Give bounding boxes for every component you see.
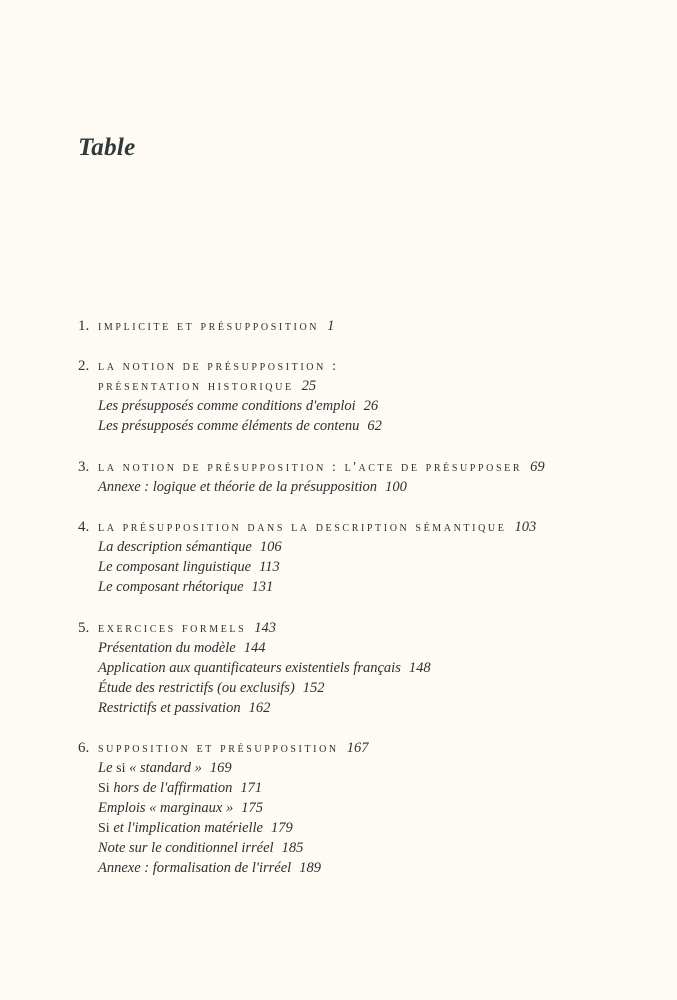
section-title: Restrictifs et passivation: [98, 700, 241, 716]
section-page: 131: [251, 579, 274, 595]
section-title: Le composant linguistique: [98, 559, 252, 575]
section-title: Annexe : formalisation de l'irréel: [98, 860, 292, 876]
section-entry: [98, 858, 321, 879]
chapter-page: 167: [346, 740, 369, 756]
chapter-heading-continued: présentation historique: [98, 379, 294, 394]
section-entry: [98, 477, 407, 498]
section-title: Application aux quantificateurs existentiels français: [98, 660, 401, 676]
section-title: hors de l'affirmation: [109, 780, 233, 796]
section-entry: [98, 818, 293, 839]
section-page: 144: [243, 640, 266, 656]
chapter-2-heading-cont: [98, 376, 316, 397]
chapter-heading: supposition et présupposition: [98, 741, 339, 756]
section-page: 169: [209, 760, 232, 776]
section-title: Le composant rhétorique: [98, 579, 244, 595]
section-page: 175: [241, 800, 263, 816]
section-page: 148: [408, 660, 431, 676]
chapter-5: [78, 618, 276, 639]
chapter-page: 143: [254, 620, 277, 636]
section-page: 189: [299, 860, 321, 876]
section-title-prefix: Le: [98, 760, 117, 776]
section-page: 100: [385, 479, 407, 495]
chapter-6: [78, 738, 369, 759]
section-entry: [98, 838, 303, 859]
chapter-number: 2.: [78, 358, 90, 374]
chapter-page: 1: [327, 318, 335, 334]
section-title: Étude des restrictifs (ou exclusifs): [98, 680, 295, 696]
chapter-heading: la notion de présupposition :: [98, 359, 339, 374]
section-page: 106: [259, 539, 282, 555]
section-title-roman: si: [116, 761, 126, 776]
chapter-number: 6.: [78, 740, 90, 756]
page-title: Table: [78, 134, 136, 161]
section-title-roman: Si: [98, 821, 110, 836]
section-entry: [98, 577, 273, 598]
section-entry: [98, 778, 262, 799]
chapter-number: 1.: [78, 318, 90, 334]
section-title: Les présupposés comme éléments de contenu: [98, 418, 360, 434]
chapter-4: [78, 517, 536, 538]
section-entry: [98, 416, 382, 437]
section-entry: [98, 798, 263, 819]
section-entry: [98, 678, 325, 699]
section-entry: [98, 698, 270, 719]
chapter-heading: implicite et présupposition: [98, 319, 320, 334]
section-entry: [98, 658, 431, 679]
section-entry: [98, 537, 282, 558]
section-title: et l'implication matérielle: [109, 820, 263, 836]
section-title: « standard »: [125, 760, 202, 776]
section-page: 171: [240, 780, 263, 796]
chapter-3: [78, 457, 545, 478]
section-page: 179: [271, 820, 293, 836]
section-page: 26: [363, 398, 379, 414]
chapter-page: 25: [301, 378, 317, 394]
section-page: 62: [367, 418, 382, 434]
chapter-heading: exercices formels: [98, 621, 247, 636]
chapter-page: 103: [514, 519, 537, 535]
section-title: La description sémantique: [98, 539, 252, 555]
chapter-number: 3.: [78, 459, 90, 475]
section-entry: [98, 557, 280, 578]
section-entry: [98, 638, 265, 659]
chapter-number: 5.: [78, 620, 90, 636]
section-page: 162: [248, 700, 271, 716]
section-title: Annexe : logique et théorie de la présupposition: [98, 479, 378, 495]
chapter-heading: la présupposition dans la description sémantique: [98, 520, 507, 535]
section-title-roman: Si: [98, 781, 110, 796]
section-title: Note sur le conditionnel irréel: [98, 840, 274, 856]
section-page: 152: [302, 680, 325, 696]
chapter-number: 4.: [78, 519, 90, 535]
chapter-page: 69: [530, 459, 545, 475]
chapter-2: [78, 356, 339, 377]
chapter-heading: la notion de présupposition : l'acte de présupposer: [98, 460, 523, 475]
section-page: 113: [259, 559, 280, 575]
chapter-1: [78, 316, 334, 337]
section-page: 185: [281, 840, 304, 856]
section-title: Les présupposés comme conditions d'emploi: [98, 398, 356, 414]
section-title: Présentation du modèle: [98, 640, 236, 656]
section-entry: [98, 758, 232, 779]
section-title: Emplois « marginaux »: [98, 800, 234, 816]
section-entry: [98, 396, 378, 417]
